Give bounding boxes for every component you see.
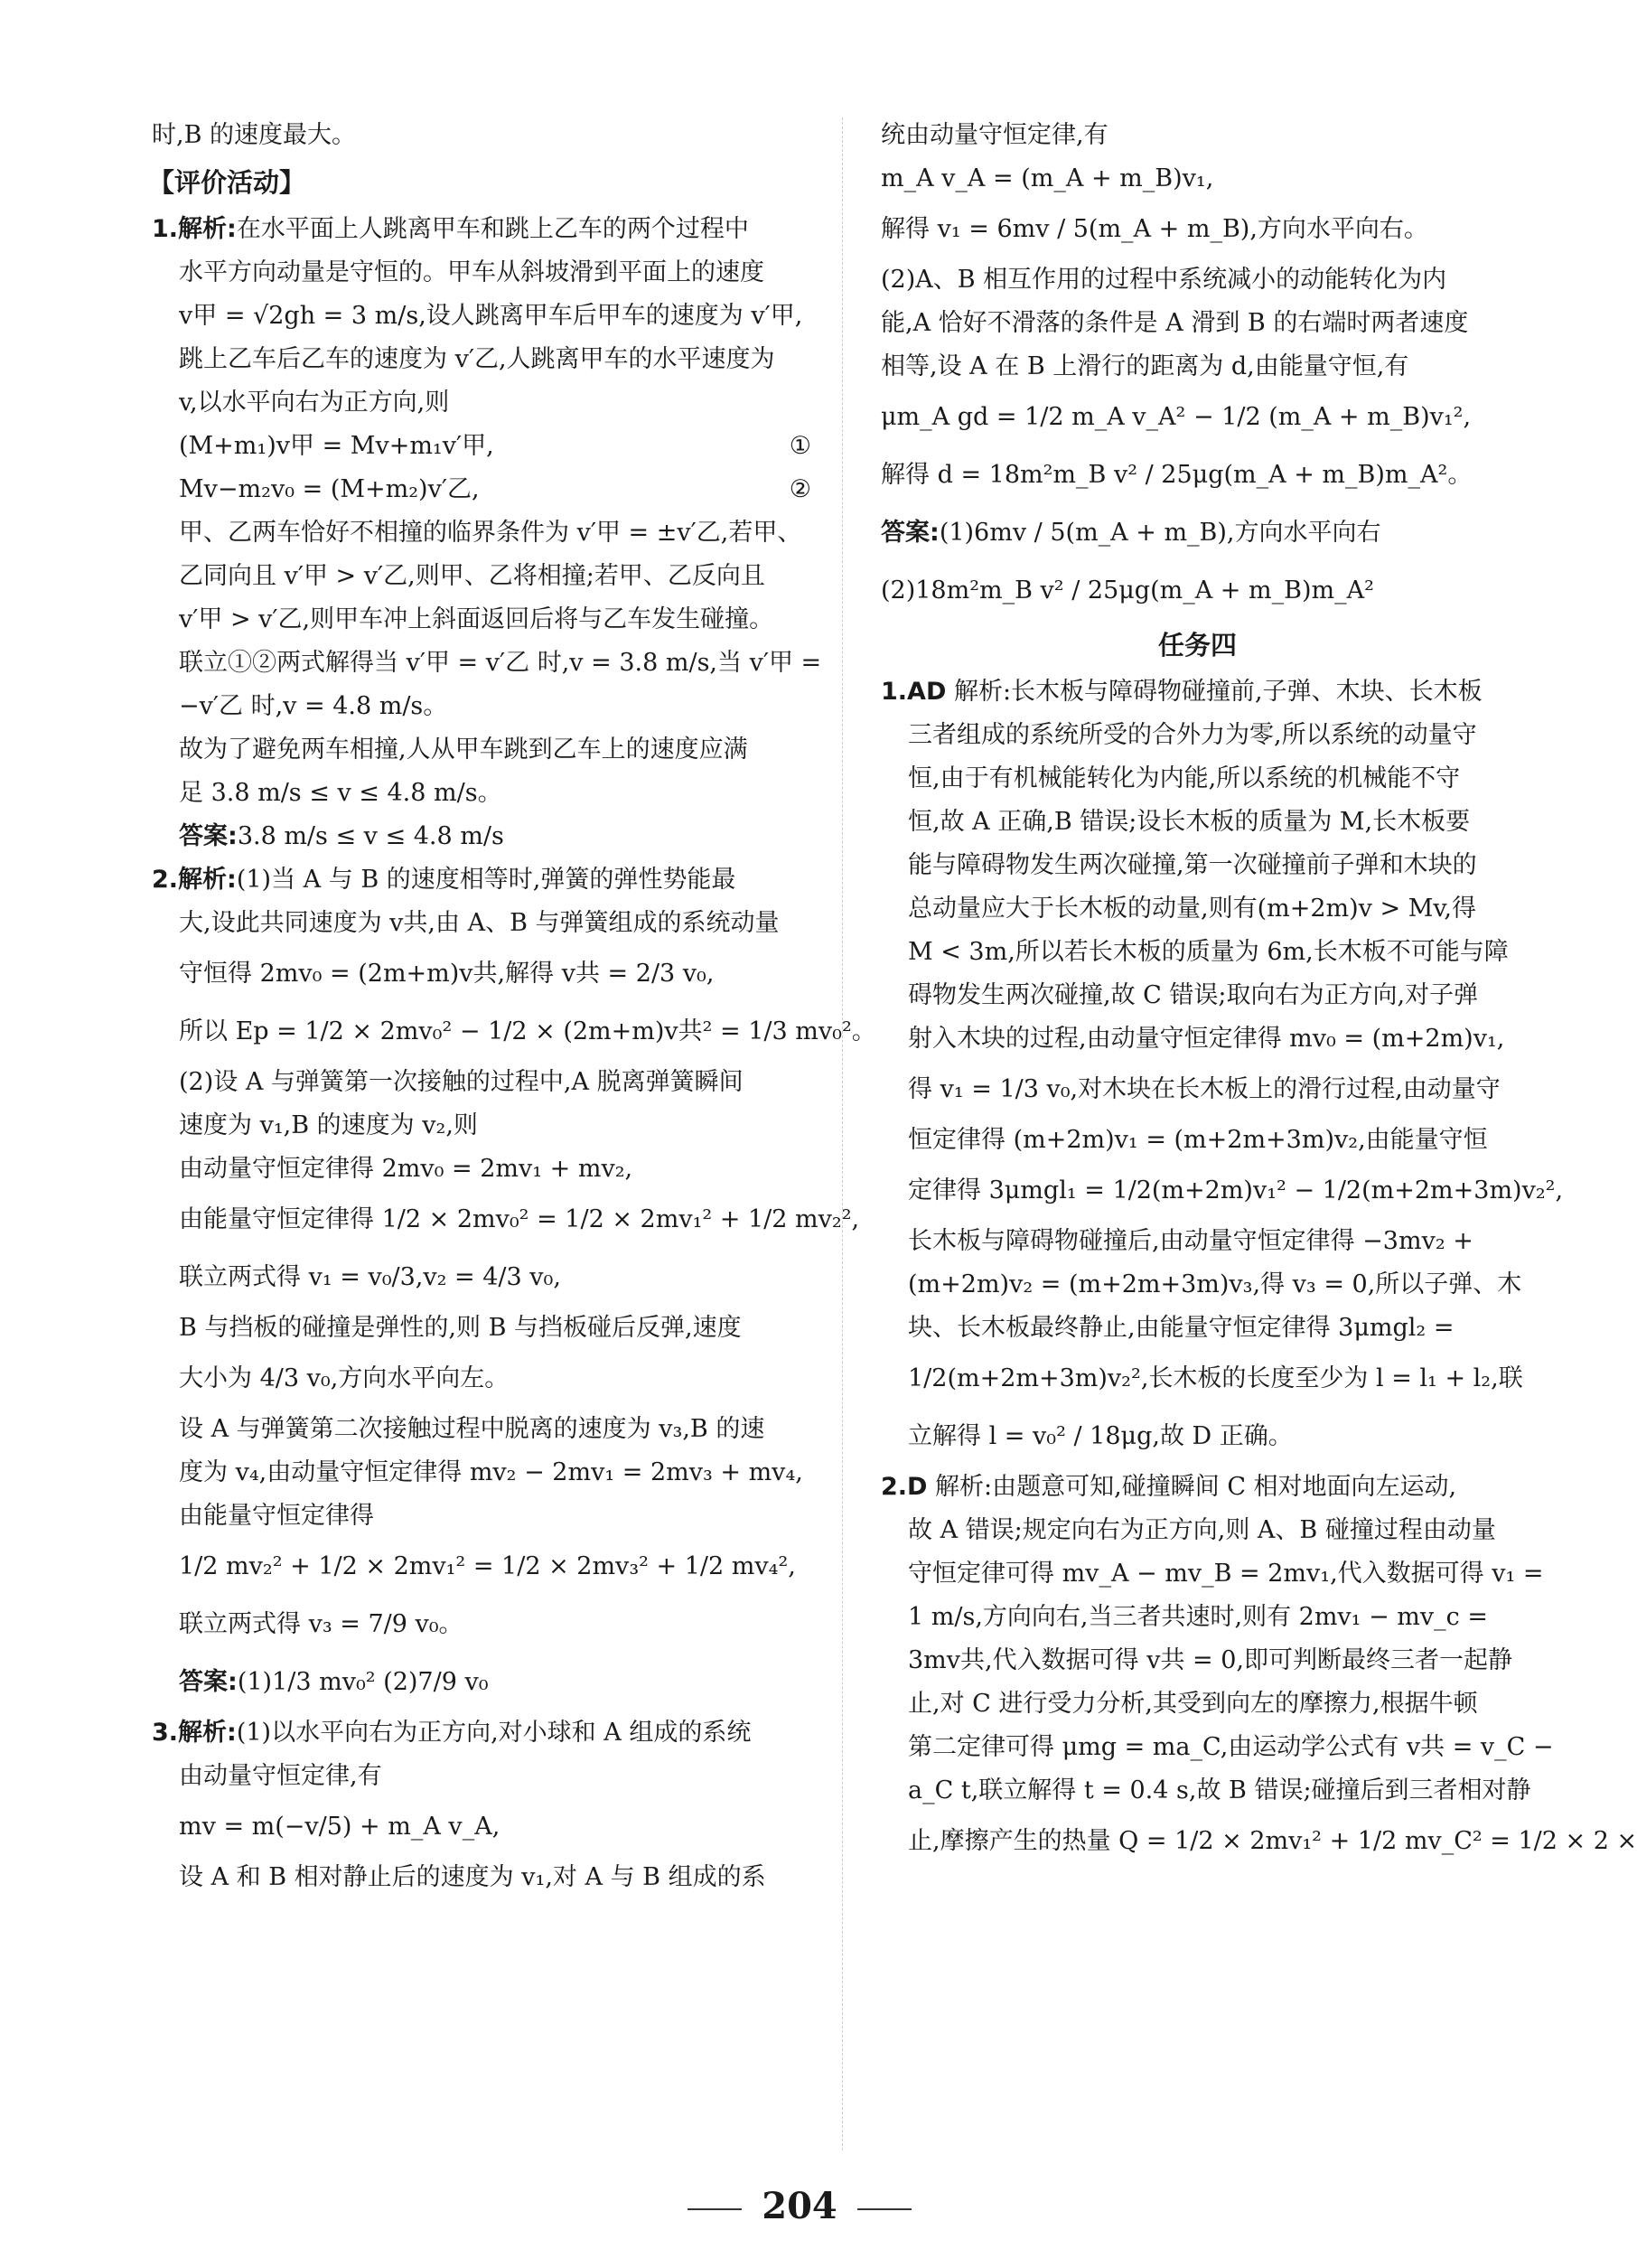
page-footer <box>0 2185 1599 2227</box>
line-text: 止,摩擦产生的热量 Q = 1/2 × 2mv₁² + 1/2 mv_C² = 1/2 × 2 × <box>908 1827 1637 1855</box>
line-text: 设 A 与弹簧第二次接触过程中脱离的速度为 v₃,B 的速 <box>179 1415 765 1443</box>
line-text: 守恒得 2mv₀ = (2m+m)v共,解得 v共 = 2/3 v₀, <box>179 960 715 988</box>
line-text: 解析:由题意可知,碰撞瞬间 C 相对地面向左运动, <box>927 1473 1457 1501</box>
text-line <box>881 1119 1518 1162</box>
equation-number: ② <box>789 475 811 503</box>
text-line <box>152 772 811 815</box>
text-line <box>152 295 811 338</box>
line-text: 大小为 4/3 v₀,方向水平向左。 <box>179 1364 510 1392</box>
text-line <box>152 1249 811 1307</box>
line-text: 定律得 3μmgl₁ = 1/2(m+2m)v₁² − 1/2(m+2m+3m)v₂², <box>908 1176 1564 1204</box>
text-line <box>152 251 811 295</box>
text-line <box>881 1220 1518 1263</box>
line-text: 碍物发生两次碰撞,故 C 错误;取向右为正方向,对子弹 <box>908 981 1479 1009</box>
line-text: 由能量守恒定律得 1/2 × 2mv₀² = 1/2 × 2mv₁² + 1/2 mv₂², <box>179 1205 860 1233</box>
section-heading: 【评价活动】 <box>148 167 306 198</box>
item-label: 2.解析: <box>152 866 237 894</box>
equation-number: ① <box>789 432 811 460</box>
text-line <box>152 858 811 902</box>
line-text: 统由动量守恒定律,有 <box>881 121 1108 149</box>
line-text: 1/2(m+2m+3m)v₂²,长木板的长度至少为 l = l₁ + l₂,联 <box>908 1364 1523 1392</box>
text-line <box>152 1148 811 1191</box>
text-line <box>881 670 1518 714</box>
line-text: μm_A gd = 1/2 m_A v_A² − 1/2 (m_A + m_B)v₁², <box>881 403 1472 431</box>
line-text: 立解得 l = v₀² / 18μg,故 D 正确。 <box>908 1422 1293 1450</box>
equation-line <box>152 468 811 511</box>
line-text: 长木板与障碍物碰撞后,由动量守恒定律得 −3mv₂ + <box>908 1227 1473 1255</box>
line-text: 时,B 的速度最大。 <box>152 121 357 149</box>
line-text: 由动量守恒定律,有 <box>179 1762 382 1790</box>
text-line <box>152 511 811 555</box>
text-line <box>152 685 811 728</box>
text-line <box>152 1191 860 1249</box>
text-line <box>881 1769 1531 1813</box>
text-line <box>152 945 811 1003</box>
line-text: 大,设此共同速度为 v共,由 A、B 与弹簧组成的系统动量 <box>179 909 780 937</box>
line-text: 由能量守恒定律得 <box>179 1502 374 1530</box>
equation-text: (M+m₁)v甲 = Mv+m₁v′甲, <box>179 432 494 460</box>
line-text: 乙同向且 v′甲 > v′乙,则甲、乙将相撞;若甲、乙反向且 <box>179 562 765 590</box>
text-line <box>881 1813 1637 1870</box>
line-text: 联立两式得 v₁ = v₀/3,v₂ = 4/3 v₀, <box>179 1263 561 1291</box>
text-line <box>881 801 1518 844</box>
text-line <box>152 208 811 251</box>
line-text: 守恒定律可得 mv_A − mv_B = 2mv₁,代入数据可得 v₁ = <box>908 1560 1544 1588</box>
text-line <box>881 446 1518 504</box>
item-label: 答案: <box>179 1668 238 1696</box>
text-line <box>881 157 1518 201</box>
text-line <box>152 1307 811 1350</box>
line-text: 设 A 和 B 相对静止后的速度为 v₁,对 A 与 B 组成的系 <box>179 1863 766 1891</box>
column-divider <box>842 117 843 2151</box>
line-text: 块、长木板最终静止,由能量守恒定律得 3μmgl₂ = <box>908 1314 1455 1342</box>
text-line <box>881 1408 1518 1466</box>
text-line <box>881 1596 1518 1639</box>
line-text: 总动量应大于长木板的动量,则有(m+2m)v > Mv,得 <box>908 895 1476 923</box>
footer-dash-left <box>688 2208 742 2210</box>
text-line <box>881 1307 1518 1350</box>
line-text: v甲 = √2gh = 3 m/s,设人跳离甲车后甲车的速度为 v′甲, <box>179 302 803 330</box>
item-label: 3.解析: <box>152 1719 237 1747</box>
text-line <box>881 389 1518 446</box>
text-line <box>881 931 1518 974</box>
text-line <box>881 114 1518 157</box>
line-text: v,以水平向右为正方向,则 <box>179 389 450 417</box>
text-line <box>881 1350 1523 1408</box>
line-text: 相等,设 A 在 B 上滑行的距离为 d,由能量守恒,有 <box>881 352 1409 380</box>
line-text: (1)以水平向右为正方向,对小球和 A 组成的系统 <box>236 1719 752 1747</box>
line-text: 能与障碍物发生两次碰撞,第一次碰撞前子弹和木块的 <box>908 851 1477 879</box>
line-text: (2)设 A 与弹簧第一次接触的过程中,A 脱离弹簧瞬间 <box>179 1068 744 1096</box>
text-line <box>881 1726 1554 1769</box>
item-label: 2.D <box>881 1473 928 1501</box>
text-line <box>152 381 811 425</box>
text-line <box>152 1856 811 1899</box>
item-label: 答案: <box>881 519 940 547</box>
line-text: 3mv共,代入数据可得 v共 = 0,即可判断最终三者一起静 <box>908 1646 1513 1674</box>
line-text: 水平方向动量是守恒的。甲车从斜坡滑到平面上的速度 <box>179 258 764 286</box>
line-text: (1)6mv / 5(m_A + m_B),方向水平向右 <box>939 519 1381 547</box>
line-text: m_A v_A = (m_A + m_B)v₁, <box>881 164 1214 192</box>
right-column <box>881 114 1637 1870</box>
text-line <box>881 887 1518 931</box>
line-text: 解得 d = 18m²m_B v² / 25μg(m_A + m_B)m_A²。 <box>881 461 1473 489</box>
text-line <box>881 974 1518 1017</box>
line-text: 3.8 m/s ≤ v ≤ 4.8 m/s <box>237 822 504 850</box>
text-line <box>152 1755 811 1798</box>
footer-dash-right <box>857 2208 912 2210</box>
left-column <box>148 114 876 1899</box>
text-line <box>881 1263 1522 1307</box>
text-line <box>152 1654 811 1711</box>
item-label: 答案: <box>179 822 238 850</box>
text-line <box>152 1350 811 1408</box>
line-text: 第二定律可得 μmg = ma_C,由运动学公式有 v共 = v_C − <box>908 1733 1554 1761</box>
line-text: 度为 v₄,由动量守恒定律得 mv₂ − 2mv₁ = 2mv₃ + mv₄, <box>179 1458 803 1486</box>
task-title: 任务四 <box>1157 630 1237 661</box>
text-line <box>881 1061 1518 1119</box>
text-line <box>881 302 1518 345</box>
line-text: 联立两式得 v₃ = 7/9 v₀。 <box>179 1610 463 1638</box>
line-text: 1/2 mv₂² + 1/2 × 2mv₁² = 1/2 × 2mv₃² + 1/2 mv₄², <box>179 1552 796 1580</box>
line-text: 足 3.8 m/s ≤ v ≤ 4.8 m/s。 <box>179 779 502 807</box>
line-text: 得 v₁ = 1/3 v₀,对木块在长木板上的滑行过程,由动量守 <box>908 1075 1501 1103</box>
text-line <box>152 642 822 685</box>
text-line <box>881 714 1518 757</box>
text-line <box>881 1509 1518 1552</box>
line-text: 恒定律得 (m+2m)v₁ = (m+2m+3m)v₂,由能量守恒 <box>908 1126 1488 1154</box>
text-line <box>152 1711 811 1755</box>
text-line <box>881 1552 1544 1596</box>
line-text: 止,对 C 进行受力分析,其受到向左的摩擦力,根据牛顿 <box>908 1690 1478 1718</box>
line-text: 甲、乙两车恰好不相撞的临界条件为 v′甲 = ±v′乙,若甲、 <box>179 519 802 547</box>
text-line <box>152 902 811 945</box>
text-line <box>152 1061 811 1104</box>
text-line <box>881 1682 1518 1726</box>
line-text: 解得 v₁ = 6mv / 5(m_A + m_B),方向水平向右。 <box>881 215 1428 243</box>
line-text: a_C t,联立解得 t = 0.4 s,故 B 错误;碰撞后到三者相对静 <box>908 1776 1531 1804</box>
line-text: 恒,故 A 正确,B 错误;设长木板的质量为 M,长木板要 <box>908 808 1471 836</box>
line-text: mv = m(−v/5) + m_A v_A, <box>179 1813 500 1841</box>
line-text: 故为了避免两车相撞,人从甲车跳到乙车上的速度应满 <box>179 736 748 764</box>
text-line <box>881 844 1518 887</box>
text-line <box>881 562 1518 620</box>
line-text: v′甲 > v′乙,则甲车冲上斜面返回后将与乙车发生碰撞。 <box>179 605 774 633</box>
equation-text: Mv−m₂v₀ = (M+m₂)v′乙, <box>179 475 480 503</box>
line-text: 所以 Ep = 1/2 × 2mv₀² − 1/2 × (2m+m)v共² = 1/3 mv₀²。 <box>179 1017 876 1045</box>
text-line <box>881 201 1518 258</box>
text-line <box>881 1639 1518 1682</box>
text-line <box>152 1408 811 1451</box>
equation-line <box>152 425 811 468</box>
text-line <box>152 1798 811 1856</box>
line-text: 由动量守恒定律得 2mv₀ = 2mv₁ + mv₂, <box>179 1155 633 1183</box>
text-line <box>881 1466 1518 1509</box>
item-label: 1.解析: <box>152 215 237 243</box>
text-line <box>152 728 811 772</box>
text-line <box>152 1451 811 1495</box>
line-text: 速度为 v₁,B 的速度为 v₂,则 <box>179 1111 478 1139</box>
line-text: (2)A、B 相互作用的过程中系统减小的动能转化为内 <box>881 266 1447 294</box>
line-text: (1)1/3 mv₀² (2)7/9 v₀ <box>237 1668 489 1696</box>
text-line <box>152 815 811 858</box>
page-number: 204 <box>762 2185 837 2227</box>
line-text: 联立①②两式解得当 v′甲 = v′乙 时,v = 3.8 m/s,当 v′甲 = <box>179 649 822 677</box>
text-line <box>881 1162 1564 1220</box>
line-text: 跳上乙车后乙车的速度为 v′乙,人跳离甲车的水平速度为 <box>179 345 775 373</box>
line-text: 解析:长木板与障碍物碰撞前,子弹、木块、长木板 <box>946 678 1483 706</box>
text-line <box>152 1596 811 1654</box>
line-text: −v′乙 时,v = 4.8 m/s。 <box>179 692 448 720</box>
text-line <box>152 598 811 642</box>
line-text: 能,A 恰好不滑落的条件是 A 滑到 B 的右端时两者速度 <box>881 309 1469 337</box>
item-label: 1.AD <box>881 678 947 706</box>
text-line <box>152 1104 811 1148</box>
line-text: M < 3m,所以若长木板的质量为 6m,长木板不可能与障 <box>908 938 1509 966</box>
line-text: (1)当 A 与 B 的速度相等时,弹簧的弹性势能最 <box>236 866 736 894</box>
text-line <box>152 1495 811 1538</box>
text-line <box>881 345 1518 389</box>
line-text: 在水平面上人跳离甲车和跳上乙车的两个过程中 <box>236 215 749 243</box>
line-text: B 与挡板的碰撞是弹性的,则 B 与挡板碰后反弹,速度 <box>179 1314 742 1342</box>
text-line <box>881 504 1518 562</box>
text-line <box>881 258 1518 302</box>
line-text: 1 m/s,方向向右,当三者共速时,则有 2mv₁ − mv_c = <box>908 1603 1488 1631</box>
text-line <box>152 114 811 157</box>
text-line <box>881 757 1518 801</box>
text-line <box>881 1017 1518 1061</box>
text-line <box>152 1003 876 1061</box>
line-text: 恒,由于有机械能转化为内能,所以系统的机械能不守 <box>908 764 1461 792</box>
line-text: 故 A 错误;规定向右为正方向,则 A、B 碰撞过程由动量 <box>908 1516 1496 1544</box>
text-line <box>152 1538 811 1596</box>
text-line <box>152 555 811 598</box>
line-text: (2)18m²m_B v² / 25μg(m_A + m_B)m_A² <box>881 576 1374 604</box>
line-text: 射入木块的过程,由动量守恒定律得 mv₀ = (m+2m)v₁, <box>908 1025 1505 1053</box>
line-text: (m+2m)v₂ = (m+2m+3m)v₃,得 v₃ = 0,所以子弹、木 <box>908 1270 1522 1298</box>
line-text: 三者组成的系统所受的合外力为零,所以系统的动量守 <box>908 721 1477 749</box>
text-line <box>152 338 811 381</box>
